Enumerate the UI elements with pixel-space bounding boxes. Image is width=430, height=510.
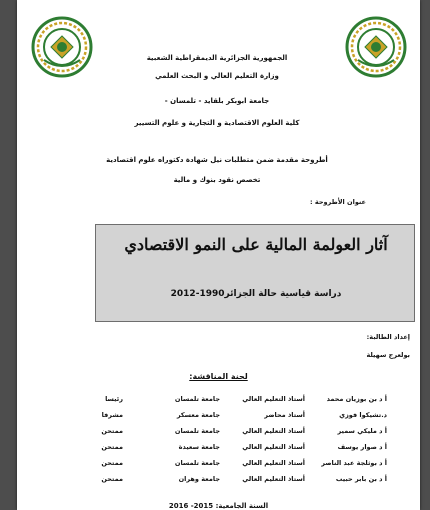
member-role: ممتحن <box>101 427 123 435</box>
member-rank: أستاذ التعليم العالي <box>242 475 305 483</box>
thesis-subtitle: دراسة قياسية حالة الجزائر1990-2012 <box>170 289 342 299</box>
republic-heading: الجمهورية الجزائرية الديمقراطية الشعبية <box>146 54 288 62</box>
committee-member-row <box>17 411 420 421</box>
thesis-description: أطروحة مقدمة ضمن متطلبات نيل شهادة دكتوراه علوم اقتصادية <box>106 156 328 164</box>
committee-member-row <box>17 443 420 453</box>
member-rank: أستاذ التعليم العالي <box>242 459 305 467</box>
member-rank: أستاذ التعليم العالي <box>242 395 305 403</box>
member-institution: جامعة تلمسان <box>174 395 220 403</box>
member-role: مشرفا <box>101 411 123 419</box>
member-institution: جامعة تلمسان <box>174 459 220 467</box>
student-name: بولعرج سهيلة <box>366 351 410 359</box>
university-seal-icon <box>345 16 407 78</box>
committee-member-row <box>17 395 420 405</box>
member-name: أ د بن بوزيان محمد <box>326 395 387 403</box>
faculty-heading: كلية العلوم الاقتصادية و التجارية و علوم التسيير <box>134 119 300 127</box>
member-name: د.تشيكوا فوزي <box>339 411 387 419</box>
thesis-specialty: تخصص نقود بنوك و مالية <box>173 176 261 184</box>
member-institution: جامعة تلمسان <box>174 427 220 435</box>
member-institution: جامعة سعيدة <box>178 443 220 451</box>
university-heading: جامعة ابوبكر بلقايد - تلمسان - <box>164 97 270 105</box>
committee-heading: لجنة المناقشة: <box>189 372 248 381</box>
member-institution: جامعة معسكر <box>176 411 220 419</box>
thesis-title-label: عنوان الأطروحة : <box>310 198 366 206</box>
member-rank: أستاذ التعليم العالي <box>242 443 305 451</box>
student-label: إعداد الطالبة: <box>366 333 410 341</box>
committee-member-row <box>17 475 420 485</box>
member-name: أ د بن بابر حبيب <box>335 475 387 483</box>
member-name: أ د بوثلجة عبد الناصر <box>321 459 387 467</box>
member-rank: أستاذ التعليم العالي <box>242 427 305 435</box>
member-rank: أستاذ محاضر <box>264 411 305 419</box>
member-name: أ د صوار يوسف <box>337 443 387 451</box>
university-seal-icon <box>31 16 93 78</box>
member-role: رئيسا <box>105 395 123 403</box>
academic-year: السنة الجامعية: 2015- 2016 <box>168 502 269 510</box>
member-role: ممتحن <box>101 443 123 451</box>
thesis-title-box <box>95 224 415 322</box>
document-page <box>17 0 420 510</box>
thesis-title: آثار العولمة المالية على النمو الاقتصادي <box>124 235 388 254</box>
member-name: أ د مليكي سمير <box>337 427 387 435</box>
member-role: ممتحن <box>101 459 123 467</box>
committee-member-row <box>17 459 420 469</box>
member-role: ممتحن <box>101 475 123 483</box>
ministry-heading: وزارة التعليم العالي و البحث العلمي <box>155 72 279 80</box>
member-institution: جامعة وهران <box>178 475 220 483</box>
committee-member-row <box>17 427 420 437</box>
